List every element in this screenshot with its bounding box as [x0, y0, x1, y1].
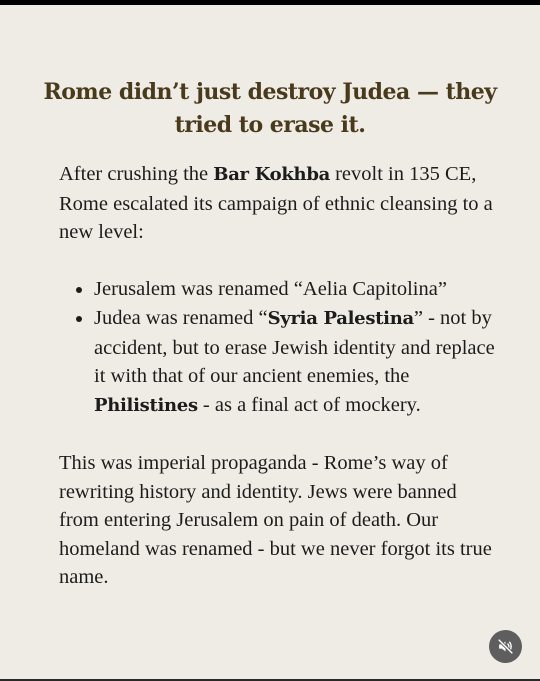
bullet-list [59, 275, 499, 420]
article-body [59, 160, 499, 592]
page-title: Rome didn’t just destroy Judea — they tried to erase it. [43, 79, 497, 138]
mute-button[interactable] [489, 630, 522, 663]
intro-paragraph: After crushing the Bar Kokhba revolt in 135 CE, Rome escalated its campaign of ethnic cleansing to a new level: [59, 163, 493, 244]
speaker-muted-icon [497, 638, 514, 655]
list-item: • Judea was renamed “Syria Palestina” - not by accident, but to erase Jewish identity and replace it with that of our ancient enemies, the Philistines - as a final act of mockery. [94, 304, 499, 420]
list-item: • Jerusalem was renamed “Aelia Capitolina” [94, 275, 499, 304]
top-bar [0, 0, 540, 5]
bold-term-bar-kokhba: Bar Kokhba [213, 164, 330, 185]
closing-paragraph: This was imperial propaganda - Rome’s way of rewriting history and identity. Jews were banned from entering Jerusalem on pain of death. Our homeland was renamed - but we never forgot its true name. [59, 451, 492, 589]
bold-term-syria-palestina: Syria Palestina [267, 307, 414, 329]
bold-term-philistines: Philistines [94, 394, 198, 416]
